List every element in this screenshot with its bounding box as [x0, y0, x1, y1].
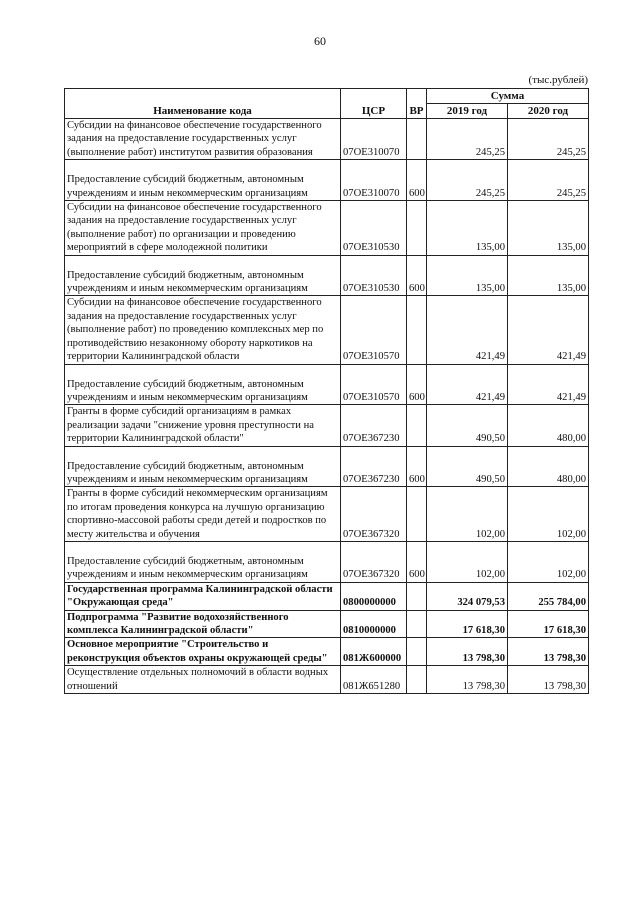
row-sum-2020: 245,25	[508, 119, 589, 160]
table-row	[65, 610, 589, 638]
header-csr: ЦСР	[341, 89, 407, 119]
row-sum-2020: 480,00	[508, 446, 589, 487]
row-vr	[407, 666, 427, 694]
row-csr: 07ОЕ310530	[341, 201, 407, 256]
row-name: Субсидии на финансовое обеспечение государственного задания на предоставление государственных услуг (выполнение работ) по проведению комплексных мер по противодействию незаконному обороту наркотиков на территории Калининградской области	[65, 296, 341, 364]
row-csr: 07ОЕ367320	[341, 487, 407, 542]
row-sum-2020: 102,00	[508, 541, 589, 582]
row-vr	[407, 610, 427, 638]
row-sum-2020: 245,25	[508, 160, 589, 201]
row-vr: 600	[407, 160, 427, 201]
row-name: Предоставление субсидий бюджетным, автономным учреждениям и иным некоммерческим организациям	[65, 364, 341, 405]
row-name: Гранты в форме субсидий некоммерческим организациям по итогам проведения конкурса на лучшую организацию спортивно-массовой работы среди детей и подростков по месту жительства и обучения	[65, 487, 341, 542]
row-name: Предоставление субсидий бюджетным, автономным учреждениям и иным некоммерческим организациям	[65, 160, 341, 201]
header-sum: Сумма	[427, 89, 589, 104]
table-row	[65, 666, 589, 694]
row-csr: 07ОЕ310570	[341, 364, 407, 405]
row-csr: 0800000000	[341, 582, 407, 610]
row-sum-2020: 17 618,30	[508, 610, 589, 638]
table-row	[65, 487, 589, 542]
table-row	[65, 201, 589, 256]
row-csr: 07ОЕ367230	[341, 405, 407, 446]
row-sum-2019: 324 079,53	[427, 582, 508, 610]
row-vr	[407, 638, 427, 666]
row-vr	[407, 487, 427, 542]
row-name: Подпрограмма "Развитие водохозяйственного комплекса Калининградской области"	[65, 610, 341, 638]
row-sum-2020: 102,00	[508, 487, 589, 542]
row-sum-2020: 421,49	[508, 364, 589, 405]
row-sum-2019: 245,25	[427, 119, 508, 160]
row-vr: 600	[407, 364, 427, 405]
header-year-2020: 2020 год	[508, 104, 589, 119]
row-vr	[407, 119, 427, 160]
header-year-2019: 2019 год	[427, 104, 508, 119]
row-csr: 0810000000	[341, 610, 407, 638]
row-sum-2019: 490,50	[427, 405, 508, 446]
row-vr: 600	[407, 255, 427, 296]
row-sum-2020: 135,00	[508, 201, 589, 256]
row-vr	[407, 582, 427, 610]
row-sum-2019: 421,49	[427, 364, 508, 405]
row-sum-2020: 13 798,30	[508, 666, 589, 694]
table-row	[65, 541, 589, 582]
row-name: Государственная программа Калининградской области "Окружающая среда"	[65, 582, 341, 610]
table-row	[65, 405, 589, 446]
units-label: (тыс.рублей)	[528, 74, 588, 86]
row-sum-2019: 490,50	[427, 446, 508, 487]
row-name: Субсидии на финансовое обеспечение государственного задания на предоставление государственных услуг (выполнение работ) по организации и проведению мероприятий в сфере молодежной политики	[65, 201, 341, 256]
table-body	[65, 119, 589, 694]
budget-table	[64, 88, 589, 694]
row-name: Предоставление субсидий бюджетным, автономным учреждениям и иным некоммерческим организациям	[65, 541, 341, 582]
row-sum-2019: 135,00	[427, 255, 508, 296]
table-row	[65, 638, 589, 666]
row-vr	[407, 296, 427, 364]
header-vr: ВР	[407, 89, 427, 119]
row-sum-2019: 102,00	[427, 487, 508, 542]
row-sum-2019: 13 798,30	[427, 666, 508, 694]
table-row	[65, 160, 589, 201]
row-name: Гранты в форме субсидий организациям в рамках реализации задачи "снижение уровня преступности на территории Калининградской области"	[65, 405, 341, 446]
row-csr: 07ОЕ310530	[341, 255, 407, 296]
row-csr: 07ОЕ310070	[341, 119, 407, 160]
header-name: Наименование кода	[65, 89, 341, 119]
page-number: 60	[314, 34, 326, 48]
row-sum-2020: 421,49	[508, 296, 589, 364]
row-sum-2019: 102,00	[427, 541, 508, 582]
table-row	[65, 446, 589, 487]
table-row	[65, 255, 589, 296]
row-name: Предоставление субсидий бюджетным, автономным учреждениям и иным некоммерческим организациям	[65, 255, 341, 296]
row-sum-2019: 245,25	[427, 160, 508, 201]
table-row	[65, 119, 589, 160]
row-sum-2020: 255 784,00	[508, 582, 589, 610]
row-sum-2020: 135,00	[508, 255, 589, 296]
row-csr: 07ОЕ310070	[341, 160, 407, 201]
table-header	[65, 89, 589, 119]
table-row	[65, 296, 589, 364]
row-sum-2019: 135,00	[427, 201, 508, 256]
table-row	[65, 582, 589, 610]
row-csr: 081Ж651280	[341, 666, 407, 694]
row-sum-2020: 13 798,30	[508, 638, 589, 666]
row-vr	[407, 405, 427, 446]
row-csr: 081Ж600000	[341, 638, 407, 666]
row-csr: 07ОЕ367320	[341, 541, 407, 582]
row-name: Предоставление субсидий бюджетным, автономным учреждениям и иным некоммерческим организациям	[65, 446, 341, 487]
row-name: Субсидии на финансовое обеспечение государственного задания на предоставление государственных услуг (выполнение работ) институтом развития образования	[65, 119, 341, 160]
row-name: Основное мероприятие "Строительство и реконструкция объектов охраны окружающей среды"	[65, 638, 341, 666]
row-name: Осуществление отдельных полномочий в области водных отношений	[65, 666, 341, 694]
row-vr: 600	[407, 446, 427, 487]
row-vr: 600	[407, 541, 427, 582]
row-sum-2019: 421,49	[427, 296, 508, 364]
row-sum-2020: 480,00	[508, 405, 589, 446]
row-vr	[407, 201, 427, 256]
row-csr: 07ОЕ310570	[341, 296, 407, 364]
row-csr: 07ОЕ367230	[341, 446, 407, 487]
row-sum-2019: 13 798,30	[427, 638, 508, 666]
row-sum-2019: 17 618,30	[427, 610, 508, 638]
table-row	[65, 364, 589, 405]
